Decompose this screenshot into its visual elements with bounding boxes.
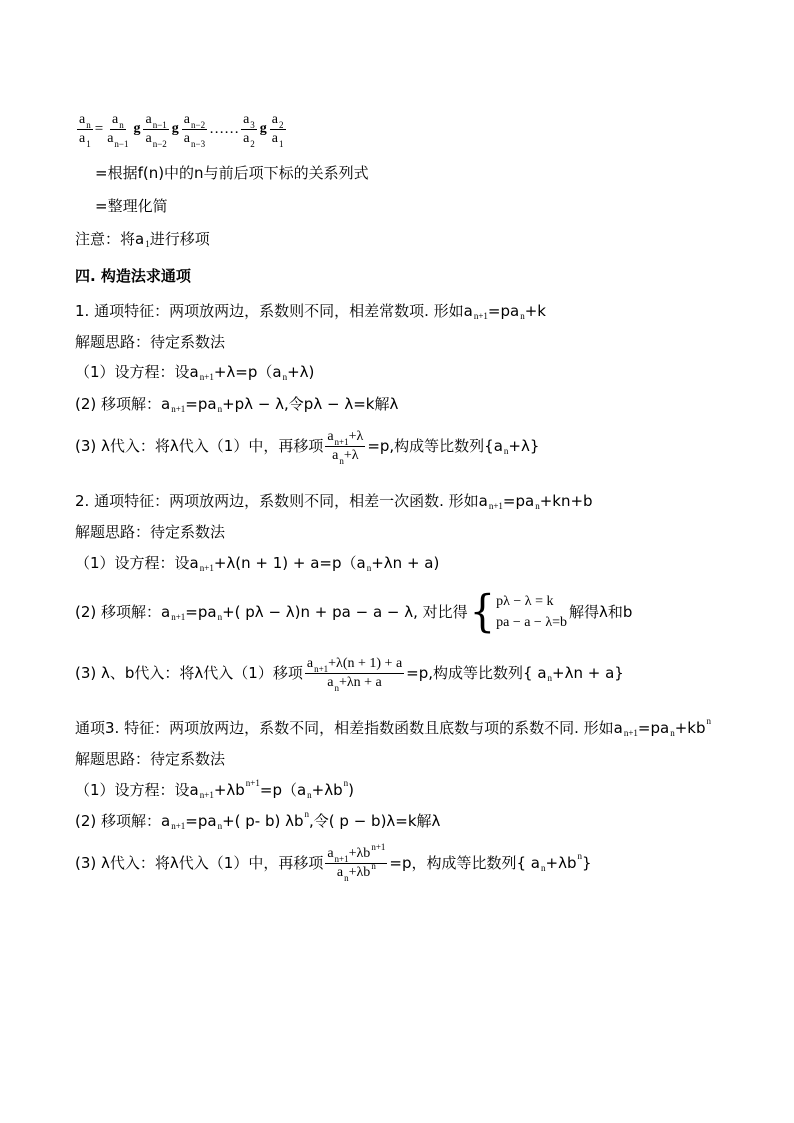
s2-step1: （1）设方程：设a n+1 +λ(n + 1) + a=p（a n +λn + a) <box>75 554 440 573</box>
fraction-an-1-over-an-2: $\frac{a_{n-1}}{a_{n-2}}$ <box>145 111 167 149</box>
s3-step1: （1）设方程：设a n+1 +λb n+1 =p（a n +λb n ) <box>75 778 354 800</box>
s3-step3: (3) λ代入：将λ代入（1）中，再移项 $\frac{a_{n+1}+\lambda b^{n+1}}{a_n+\lambda b^n}$ =p，构成等比数列{ a n +λb n } <box>75 841 592 883</box>
step-line-list-relation: =根据f(n)中的n与前后项下标的关系列式 <box>95 164 369 182</box>
s2-step2: (2) 移项解：a n+1 =pa n +( pλ − λ)n + pa − a − λ, 对比得 { pλ − λ = k pa − a − λ=b 解得λ和b <box>75 586 633 638</box>
fraction-a3-over-a2: $\frac{a_3}{a_2}$ <box>243 111 255 149</box>
s1-method: 解题思路：待定系数法 <box>75 333 226 351</box>
s2-method: 解题思路：待定系数法 <box>75 523 226 541</box>
s2-step3: (3) λ、b代入：将λ代入（1）移项 $\frac{a_{n+1}+\lambda(n + 1) + a}{a_n+\lambda n + a}$ =p,构成等比数列{ a n +λn + a} <box>75 655 624 693</box>
telescoping-product-formula: $\frac{a_n}{a_1}$ = $\frac{a_n}{a_{n-1}}$ g $\frac{a_{n-1}}{a_{n-2}}$ g $\frac{a_{n-2}}{a_{n-3}}$ …… $\frac{a_3}{a_2}$ g $\frac{a_2}{a_1}$ <box>79 111 284 149</box>
s3-step3-fraction: $\frac{a_{n+1}+\lambda b^{n+1}}{a_n+\lambda b^n}$ <box>327 841 386 883</box>
s1-step2: (2) 移项解：a n+1 =pa n +pλ − λ,令pλ − λ=k解λ <box>75 395 399 414</box>
s3-method: 解题思路：待定系数法 <box>75 750 226 768</box>
fraction-a2-over-a1: $\frac{a_2}{a_1}$ <box>271 111 284 149</box>
s1-step3-fraction: $\frac{a_{n+1}+\lambda}{a_n+\lambda}$ <box>327 428 364 466</box>
s1-title: 1. 通项特征：两项放两边，系数则不同，相差常数项. 形如a n+1 =pa n +k <box>75 302 546 321</box>
fraction-an-2-over-an-3: $\frac{a_{n-2}}{a_{n-3}}$ <box>183 111 206 149</box>
fraction-an-over-a1: $\frac{a_n}{a_1}$ <box>79 111 91 149</box>
s1-step3: (3) λ代入：将λ代入（1）中，再移项 $\frac{a_{n+1}+\lambda}{a_n+\lambda}$ =p,构成等比数列{a n +λ} <box>75 428 540 466</box>
section-heading-4: 四. 构造法求通项 <box>75 267 191 285</box>
s3-title: 通项3. 特征：两项放两边，系数不同，相差指数函数且底数与项的系数不同. 形如a n+1 =pa n +kb n <box>75 716 711 738</box>
note-line: 注意：将a 1 进行移项 <box>75 230 210 249</box>
s3-step2: (2) 移项解：a n+1 =pa n +( p- b) λb n ,令( p − b)λ=k解λ <box>75 809 441 831</box>
fraction-an-over-an-1: $\frac{a_n}{a_{n-1}}$ <box>107 111 129 149</box>
step-line-simplify: =整理化简 <box>95 197 168 215</box>
s2-step3-fraction: $\frac{a_{n+1}+\lambda(n + 1) + a}{a_n+\lambda n + a}$ <box>306 655 403 693</box>
s1-step1: （1）设方程：设a n+1 +λ=p（a n +λ) <box>75 363 315 382</box>
s2-title: 2. 通项特征：两项放两边，系数则不同，相差一次函数. 形如a n+1 =pa n +kn+b <box>75 492 593 511</box>
left-brace-icon: { <box>469 586 496 638</box>
s2-equation-system: { pλ − λ = k pa − a − λ=b <box>469 586 568 638</box>
